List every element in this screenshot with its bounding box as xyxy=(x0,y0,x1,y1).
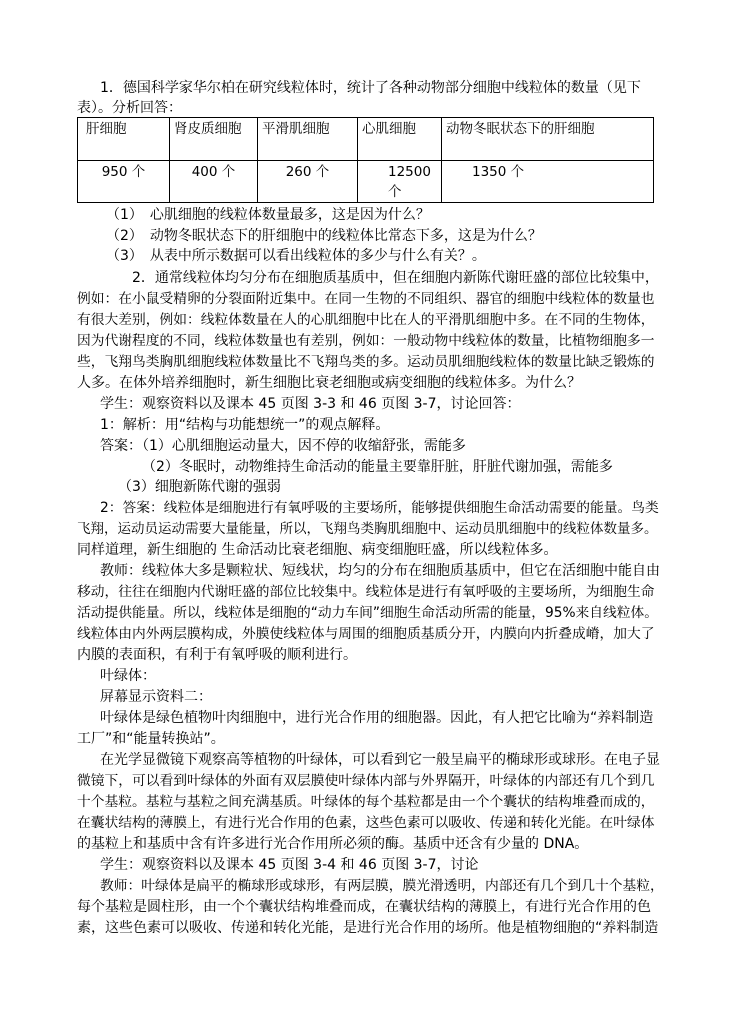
mitochondria-count-table xyxy=(77,117,654,203)
chloroplast-para-1: 叶绿体是绿色植物叶肉细胞中，进行光合作用的细胞器。因此，有人把它比喻为“养料制造 xyxy=(100,710,654,726)
question-1-line-1: 1．德国科学家华尔柏在研究线粒体时，统计了各种动物部分细胞中线粒体的数量（见下 xyxy=(100,80,641,96)
screen-material-2: 屏幕显示资料二： xyxy=(100,689,212,705)
question-2-line: 人多。在体外培养细胞时，新生细胞比衰老细胞或病变细胞的线粒体多。为什么？ xyxy=(77,375,581,391)
analysis-text: 1：解析：用“结构与功能想统一”的观点解释。 xyxy=(100,417,390,433)
chloroplast-para-2: 的基粒上和基质中含有许多进行光合作用所必须的酶。基质中还含有少量的 DNA。 xyxy=(77,836,589,852)
table-header-cell: 平滑肌细胞 xyxy=(258,118,358,161)
table-header-cell: 心肌细胞 xyxy=(358,118,442,161)
question-2-line: 因为代谢程度的不同，线粒体数量也有差别，例如：一般动物中线粒体的数量，比植物细胞多一 xyxy=(77,333,655,349)
table-row xyxy=(78,160,654,203)
table-cell: 1350 个 xyxy=(442,160,654,203)
answer-3: （3）细胞新陈代谢的强弱 xyxy=(118,479,281,495)
question-2-line: 有很大差别，例如：线粒体数量在人的心肌细胞中比在人的平滑肌细胞中多。在不同的生物体， xyxy=(77,312,655,328)
teacher-explanation-line: 教师：线粒体大多是颗粒状、短线状，均匀的分布在细胞质基质中，但它在活细胞中能自由 xyxy=(100,563,660,579)
sub-question-1: （1） 心肌细胞的线粒体数量最多，这是因为什么？ xyxy=(106,207,430,223)
table-cell: 260 个 xyxy=(258,160,358,203)
chloroplast-para-2: 微镜下，可以看到叶绿体的外面有双层膜使叶绿体内部与外界隔开，叶绿体的内部还有几个到几 xyxy=(77,773,655,789)
question-2-line: 2．通常线粒体均匀分布在细胞质基质中，但在细胞内新陈代谢旺盛的部位比较集中， xyxy=(132,270,659,286)
answer-q2-line: 同样道理，新生细胞的 生命活动比衰老细胞、病变细胞旺盛，所以线粒体多。 xyxy=(77,542,558,558)
table-cell: 12500 个 xyxy=(358,160,442,203)
sub-question-2: （2） 动物冬眠状态下的肝细胞中的线粒体比常态下多，这是为什么？ xyxy=(106,228,542,244)
table-header-row xyxy=(78,118,654,161)
teacher-explanation-line: 移动，往往在细胞内代谢旺盛的部位比较集中。线粒体是进行有氧呼吸的主要场所，为细胞生命 xyxy=(77,584,655,600)
table-cell: 950 个 xyxy=(78,160,170,203)
teacher-explanation-2: 每个基粒是圆柱形，由一个个囊状结构堆叠而成，在囊状结构的薄膜上，有进行光合作用的色 xyxy=(77,899,651,915)
table-header-cell: 动物冬眠状态下的肝细胞 xyxy=(442,118,654,161)
teacher-explanation-line: 线粒体由内外两层膜构成，外膜使线粒体与周围的细胞质基质分开，内膜向内折叠成嵴，加大了 xyxy=(77,626,655,642)
question-2-line: 些，飞翔鸟类胸肌细胞线粒体数量比不飞翔鸟类的多。运动员肌细胞线粒体的数量比缺乏锻炼的 xyxy=(77,354,655,370)
teacher-explanation-line: 活动提供能量。所以，线粒体是细胞的“动力车间”细胞生命活动所需的能量，95%来自线粒体。 xyxy=(77,605,659,621)
answer-2: （2）冬眠时，动物维持生命活动的能量主要靠肝脏，肝脏代谢加强，需能多 xyxy=(142,459,613,475)
table-cell: 400 个 xyxy=(170,160,258,203)
teacher-explanation-2: 教师：叶绿体是扁平的椭球形或球形，有两层膜，膜光滑透明，内部还有几个到几十个基粒， xyxy=(100,878,664,894)
chloroplast-para-2: 十个基粒。基粒与基粒之间充满基质。叶绿体的每个基粒都是由一个个囊状的结构堆叠而成的， xyxy=(77,794,655,810)
answer-q2-line: 飞翔，运动员运动需要大量能量，所以，飞翔鸟类胸肌细胞中、运动员肌细胞中的线粒体数量多。 xyxy=(77,521,658,537)
chloroplast-para-1: 工厂”和“能量转换站”。 xyxy=(77,731,225,747)
answer-q2-line: 2：答案：线粒体是细胞进行有氧呼吸的主要场所，能够提供细胞生命活动需要的能量。鸟类 xyxy=(100,500,659,516)
student-prompt-1: 学生：观察资料以及课本 45 页图 3-3 和 46 页图 3-7，讨论回答： xyxy=(100,396,521,412)
student-prompt-2: 学生：观察资料以及课本 45 页图 3-4 和 46 页图 3-7，讨论 xyxy=(100,857,479,873)
chloroplast-heading: 叶绿体： xyxy=(100,668,156,684)
sub-question-3: （3） 从表中所示数据可以看出线粒体的多少与什么有关？。 xyxy=(106,248,486,264)
table-header-cell: 肾皮质细胞 xyxy=(170,118,258,161)
answer-1: 答案：（1）心肌细胞运动量大，因不停的收缩舒张，需能多 xyxy=(100,438,466,454)
table-header-cell: 肝细胞 xyxy=(78,118,170,161)
teacher-explanation-2: 素，这些色素可以吸收、传递和转化光能，是进行光合作用的场所。他是植物细胞的“养料制造 xyxy=(77,920,659,936)
chloroplast-para-2: 在光学显微镜下观察高等植物的叶绿体，可以看到它一般呈扁平的椭球形或球形。在电子显 xyxy=(100,752,660,768)
chloroplast-para-2: 在囊状结构的薄膜上，有进行光合作用的色素，这些色素可以吸收、传递和转化光能。在叶绿体 xyxy=(77,815,655,831)
question-2-line: 例如：在小鼠受精卵的分裂面附近集中。在同一生物的不同组织、器官的细胞中线粒体的数量也 xyxy=(77,291,655,307)
question-1-line-2: 表）。分析回答： xyxy=(77,100,182,116)
teacher-explanation-line: 内膜的表面积，有利于有氧呼吸的顺利进行。 xyxy=(77,647,357,663)
